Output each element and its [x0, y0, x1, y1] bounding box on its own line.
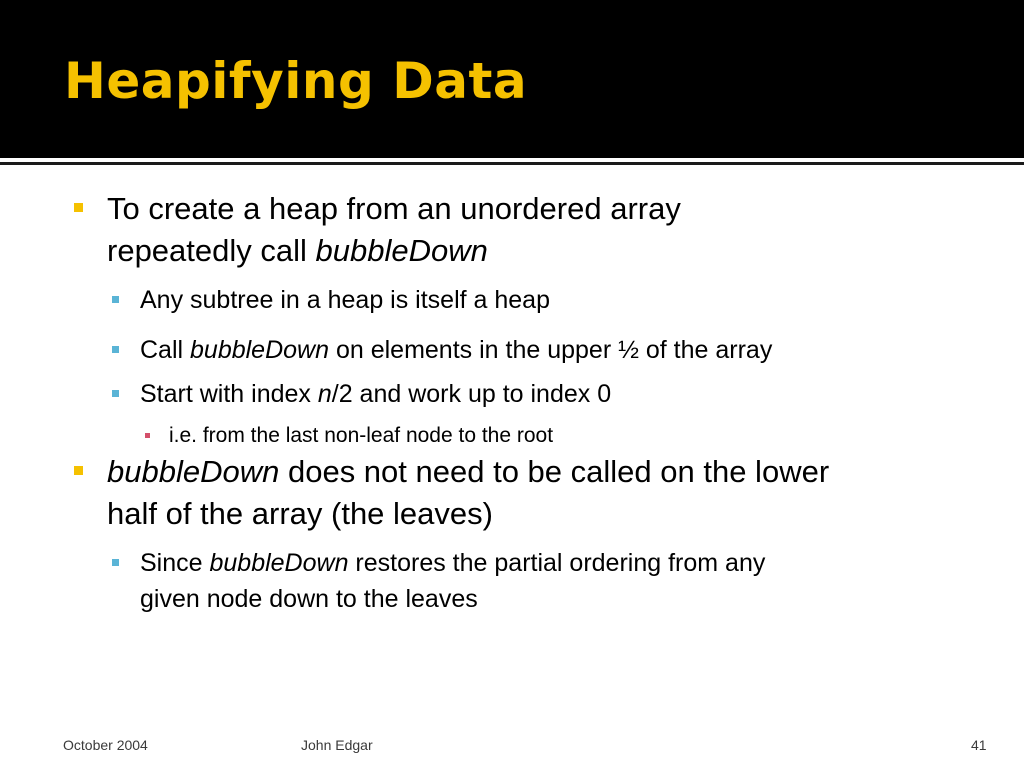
square-bullet-icon: [74, 203, 83, 212]
bullet-create-heap: [107, 188, 987, 272]
bullet-text-line1-suffix: does not need to be called on the lower: [279, 454, 830, 489]
sub-bullet-since-bubbledown: [140, 545, 980, 617]
bullet-lower-half: [107, 451, 987, 535]
sub-bullet-italic: bubbleDown: [209, 549, 349, 577]
sub-bullet-italic: bubbleDown: [190, 336, 330, 364]
square-bullet-icon: [112, 559, 119, 566]
bullet-text-italic: bubbleDown: [107, 454, 280, 489]
sub-bullet-italic: n: [317, 380, 332, 408]
bullet-text-italic: bubbleDown: [315, 233, 488, 268]
square-bullet-icon: [145, 433, 150, 438]
sub-bullet-start-index: [140, 376, 980, 412]
bullet-text-line1: To create a heap from an unordered array: [107, 191, 681, 226]
sub-sub-bullet-text: i.e. from the last non-leaf node to the root: [169, 424, 554, 447]
sub-sub-bullet-last-non-leaf: [169, 422, 969, 450]
sub-bullet-line2: given node down to the leaves: [140, 585, 478, 613]
footer-page-number: 41: [971, 737, 987, 753]
sub-bullet-prefix: Call: [140, 336, 191, 364]
bullet-text-line2-prefix: repeatedly call: [107, 233, 316, 268]
square-bullet-icon: [112, 346, 119, 353]
sub-bullet-prefix: Since: [140, 549, 210, 577]
sub-bullet-prefix: Start with index: [140, 380, 318, 408]
footer-author: John Edgar: [301, 737, 373, 753]
footer-date: October 2004: [63, 737, 148, 753]
square-bullet-icon: [112, 390, 119, 397]
square-bullet-icon: [74, 466, 83, 475]
sub-bullet-subtree: [140, 282, 980, 318]
title-divider: [0, 162, 1024, 165]
sub-bullet-text: Any subtree in a heap is itself a heap: [140, 286, 550, 314]
bullet-text-line2: half of the array (the leaves): [107, 496, 493, 531]
sub-bullet-line1-suffix: restores the partial ordering from any: [348, 549, 766, 577]
sub-bullet-call-bubbledown: [140, 332, 980, 368]
title-bar: [0, 0, 1024, 158]
sub-bullet-suffix: /2 and work up to index 0: [331, 380, 612, 408]
sub-bullet-suffix: on elements in the upper ½ of the array: [329, 336, 773, 364]
square-bullet-icon: [112, 296, 119, 303]
slide-title: Heapifying Data: [64, 52, 528, 110]
